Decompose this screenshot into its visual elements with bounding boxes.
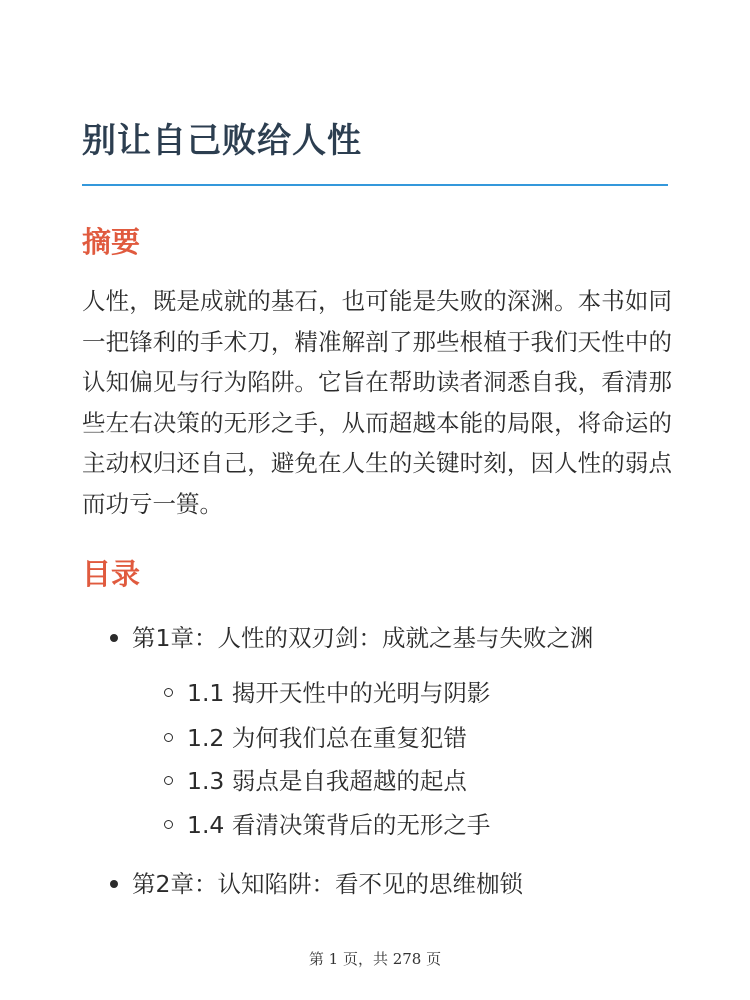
toc-section-label: 1.4 看清决策背后的无形之手 bbox=[187, 811, 491, 839]
page-number: 第 1 页，共 278 页 bbox=[308, 950, 442, 968]
title-divider bbox=[82, 184, 668, 186]
toc-section-1-4[interactable] bbox=[164, 807, 490, 843]
toc-chapter-2[interactable] bbox=[110, 866, 523, 902]
bullet-icon bbox=[110, 634, 118, 642]
abstract-heading: 摘要 bbox=[82, 225, 141, 259]
toc-section-label: 1.1 揭开天性中的光明与阴影 bbox=[187, 679, 491, 707]
toc-chapter-1[interactable] bbox=[110, 620, 593, 656]
toc-heading: 目录 bbox=[82, 557, 141, 591]
hollow-bullet-icon bbox=[164, 733, 173, 742]
toc-section-label: 1.2 为何我们总在重复犯错 bbox=[187, 724, 467, 752]
toc-section-1-1[interactable] bbox=[164, 675, 490, 711]
hollow-bullet-icon bbox=[164, 820, 173, 829]
toc-section-1-2[interactable] bbox=[164, 720, 467, 756]
document-title: 别让自己败给人性 bbox=[82, 121, 362, 161]
toc-chapter-label: 第1章：人性的双刃剑：成就之基与失败之渊 bbox=[132, 624, 594, 652]
toc-section-label: 1.3 弱点是自我超越的起点 bbox=[187, 767, 467, 795]
abstract-text: 人性，既是成就的基石，也可能是失败的深渊。本书如同一把锋利的手术刀，精准解剖了那些根植于我们天性中的认知偏见与行为陷阱。它旨在帮助读者洞悉自我，看清那些左右决策的无形之手，从而超越本能的局限，将命运的主动权归还自己，避免在人生的关键时刻，因人性的弱点而功亏一篑。 bbox=[82, 287, 672, 518]
toc-chapter-label: 第2章：认知陷阱：看不见的思维枷锁 bbox=[132, 870, 523, 898]
bullet-icon bbox=[110, 880, 118, 888]
hollow-bullet-icon bbox=[164, 688, 173, 697]
hollow-bullet-icon bbox=[164, 776, 173, 785]
toc-section-1-3[interactable] bbox=[164, 763, 467, 799]
